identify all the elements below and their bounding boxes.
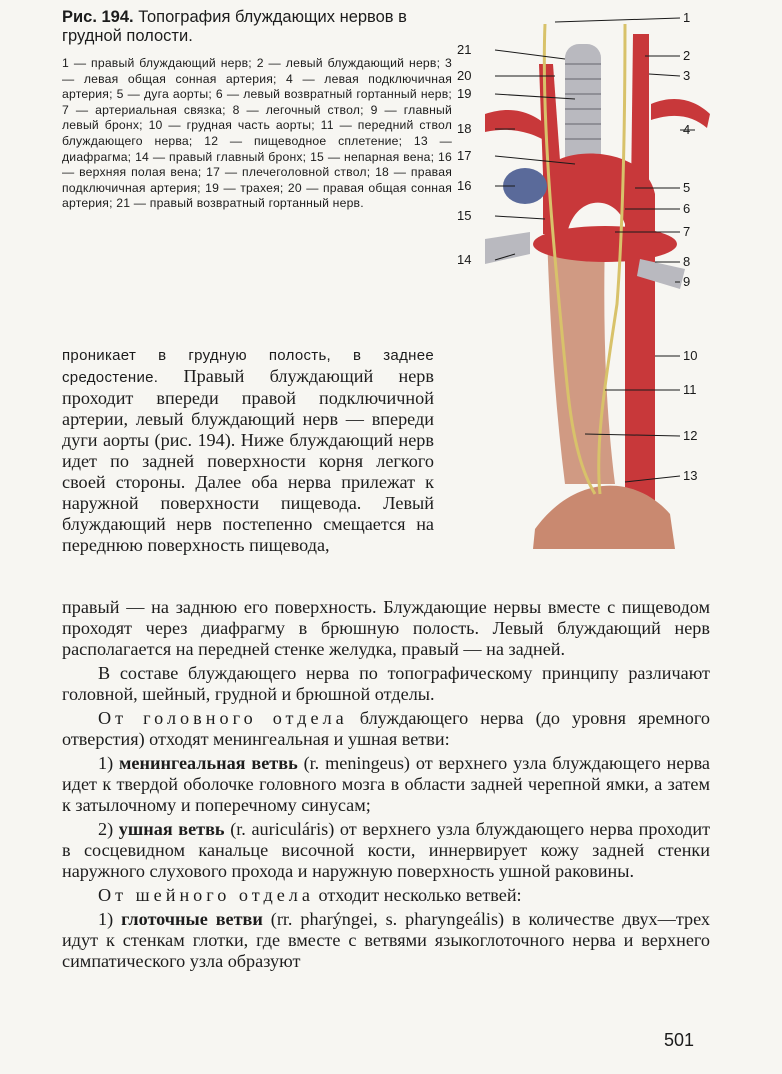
term-meningeal-branch: менингеальная ветвь [119, 753, 298, 773]
paragraph-thorax-course [62, 344, 434, 556]
vagus-topography-drawing [455, 4, 780, 564]
body-text [62, 597, 710, 972]
list-number: 1) [98, 753, 114, 773]
list-item-pharyngeal [62, 909, 710, 972]
caption-title-text: Топография блуждающих нервов в грудной полости. [62, 8, 407, 45]
figure-label-2: 2 [683, 48, 691, 63]
caption-title [62, 8, 452, 46]
spaced-heading-head: От головного отдела [98, 708, 348, 728]
list-item-meningeal [62, 753, 710, 816]
term-pharyngeal-branches: глоточные ветви [121, 909, 263, 929]
anatomy-illustration [455, 4, 780, 564]
paragraph-neck-division [62, 885, 710, 906]
figure-label-13: 13 [683, 468, 698, 483]
figure-label-19: 19 [457, 86, 472, 101]
figure-label-21: 21 [457, 42, 472, 57]
figure-label-15: 15 [457, 208, 472, 223]
figure-label-6: 6 [683, 201, 691, 216]
spaced-heading-neck: От шейного отдела [98, 885, 314, 905]
figure-label-17: 17 [457, 148, 472, 163]
figure-label-14: 14 [457, 252, 472, 267]
figure-label-18: 18 [457, 121, 472, 136]
figure-label-10: 10 [683, 348, 698, 363]
list-number: 1) [98, 909, 114, 929]
paragraph-head-division [62, 708, 710, 750]
left-subclavian-artery-shape [651, 99, 710, 128]
paragraph-thorax-continuation: правый — на заднюю его поверхность. Блуждающие нервы вместе с пищеводом проходят через диафрагму в брюшную полость. Левый блуждающий нерв располагается на передней стенке желудка, правый — на задней. [62, 597, 710, 659]
paragraph-text: отходит несколько ветвей: [318, 885, 522, 905]
paragraph-first-line: проникает в грудную полость, в заднее средостение. [62, 347, 434, 386]
figure-label-8: 8 [683, 254, 691, 269]
page-number: 501 [663, 1030, 694, 1050]
figure-label-11: 11 [683, 382, 697, 397]
right-carotid-shape [539, 64, 561, 174]
caption-figure-number: Рис. 194. [62, 8, 134, 26]
list-item-auricular [62, 819, 710, 882]
figure-label-5: 5 [683, 180, 691, 195]
figure-label-4: 4 [683, 122, 691, 137]
figure-caption [62, 8, 452, 212]
figure-label-20: 20 [457, 68, 472, 83]
caption-legend: 1 — правый блуждающий нерв; 2 — левый блуждающий нерв; 3 — левая общая сонная артерия; 4 — левая подключичная артерия; 5 — дуга аорты; 6 — левый возвратный гортанный нерв; 7 — артериальная связка; 8 — легочный ствол; 9 — главный левый бронх; 10 — грудная часть аорты; 11 — передний ствол блуждающего нерва; 12 — пищеводное сплетение; 13 — диафрагма; 14 — правый главный бронх; 15 — непарная вена; 16 — верхняя полая вена; 17 — плечеголовной ствол; 18 — правая подключичная артерия; 19 — трахея; 20 — правая общая сонная артерия; 21 — правый возвратный гортанный нерв. [62, 56, 452, 211]
paragraph-text: блуждающего нерва (до уровня яремного отверстия) отходят менингеальная и ушная ветви: [62, 708, 711, 749]
figure-label-9: 9 [683, 274, 691, 289]
figure-label-1: 1 [683, 10, 691, 25]
right-bronchus-shape [485, 232, 530, 264]
figure-label-12: 12 [683, 428, 698, 443]
paragraph-text: Правый блуждающий нерв проходит впереди правой подключичной артерии, левый блуждающий нерв — впереди дуги аорты (рис. 194). Ниже блуждающий нерв идет по задней поверхности корня легкого своей стороны. Далее оба нерва прилежат к наружной поверхности пищевода. Левый блуждающий нерв постепенно смещается на переднюю поверхность пищевода, [62, 366, 434, 555]
term-auricular-branch: ушная ветвь [118, 819, 225, 839]
figure-label-7: 7 [683, 224, 691, 239]
paragraph-text: (r. meningeus) от верхнего узла блуждающего нерва идет к твердой оболочке головного мозга в области задней черепной ямки, а затем к затылочному и поперечному синусам; [62, 753, 711, 815]
figure-label-3: 3 [683, 68, 691, 83]
list-number: 2) [98, 819, 114, 839]
paragraph-text: (r. auriculáris) от верхнего узла блуждающего нерва проходит в сосцевидном канальце височной кости, иннервирует кожу задней стенки наружного слухового прохода и наружную поверхность ушной раковины. [62, 819, 711, 881]
figure-label-16: 16 [457, 178, 472, 193]
paragraph-divisions: В составе блуждающего нерва по топографическому принципу различают головной, шейный, грудной и брюшной отделы. [62, 663, 710, 704]
paragraph-text: (rr. pharýngei, s. pharyngeális) в количестве двух—трех идут к стенкам глотки, где вместе с ветвями языкоглоточного нерва и верхнего симпатического узла образуют [62, 909, 711, 971]
